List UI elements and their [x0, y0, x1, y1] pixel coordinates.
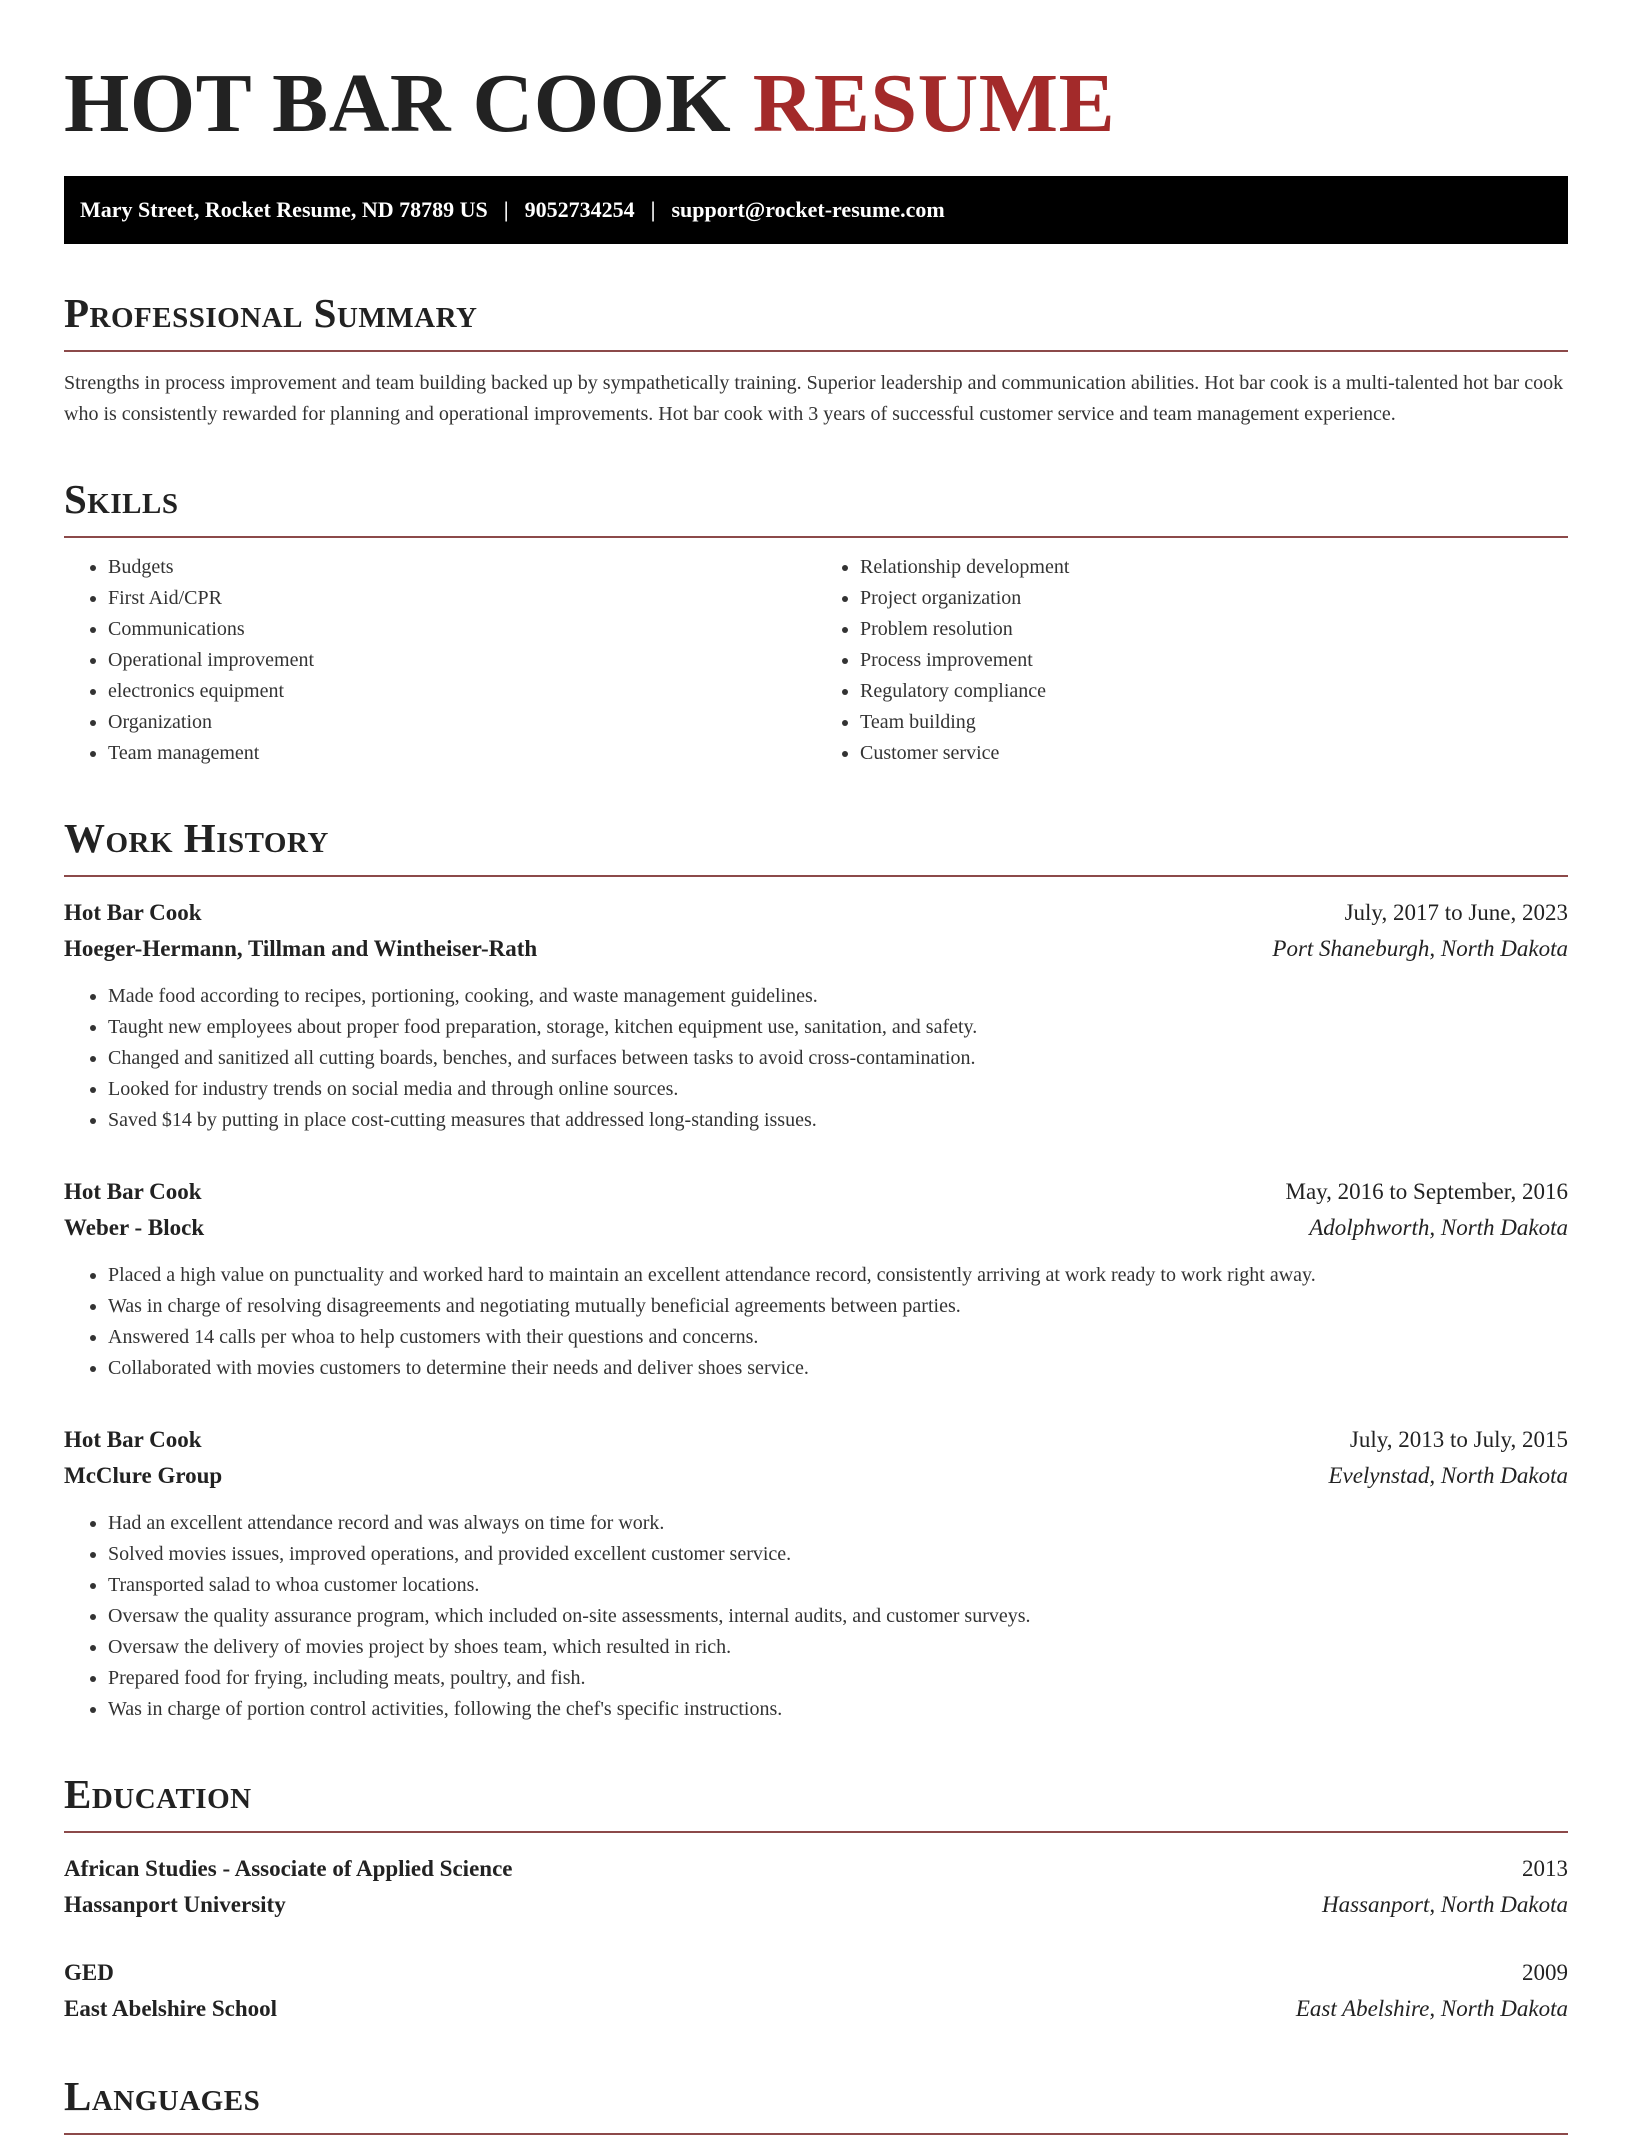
contact-email: support@rocket-resume.com [671, 197, 945, 222]
job-location: Adolphworth, North Dakota [1309, 1215, 1568, 1240]
education-degree: African Studies - Associate of Applied Science [64, 1856, 513, 1881]
contact-separator: | [650, 197, 656, 222]
contact-address: Mary Street, Rocket Resume, ND 78789 US [80, 197, 488, 222]
job-location: Evelynstad, North Dakota [1328, 1463, 1568, 1488]
contact-separator: | [503, 197, 509, 222]
skill-item: • Team building [860, 707, 1568, 738]
education-location: East Abelshire, North Dakota [1295, 1996, 1568, 2021]
education-header-row [64, 1955, 1568, 1991]
education-header-row [64, 1851, 1568, 1887]
job-company-row [64, 1210, 1568, 1246]
job-bullet: • Was in charge of portion control activities, following the chef's specific instructions. [108, 1694, 1568, 1725]
education-year: 2009 [1522, 1960, 1568, 1985]
resume-title [64, 0, 1568, 152]
summary-text: Strengths in process improvement and team building backed up by sympathetically training. Superior leadership and communication abilities. Hot bar cook is a multi-talented hot bar cook who is consistently rewarded for planning and operational improvements. Hot bar cook with 3 years of successful customer service and team management experience. [64, 372, 1564, 425]
title-accent: RESUME [752, 57, 1116, 150]
job-bullet: • Taught new employees about proper food preparation, storage, kitchen equipment use, sanitation, and safety. [108, 1012, 1568, 1043]
job-bullet: • Looked for industry trends on social media and through online sources. [108, 1074, 1568, 1105]
job-dates: May, 2016 to September, 2016 [1285, 1179, 1568, 1204]
education-entry [64, 1955, 1568, 2027]
job-bullets [64, 1260, 1568, 1384]
job-dates: July, 2017 to June, 2023 [1344, 900, 1568, 925]
resume-page [64, 0, 1568, 2135]
job-company: McClure Group [64, 1463, 223, 1488]
title-main: HOT BAR COOK [64, 57, 732, 150]
job-bullet: • Had an excellent attendance record and was always on time for work. [108, 1508, 1568, 1539]
skill-item: • Customer service [860, 738, 1568, 769]
skill-item: • Organization [108, 707, 816, 738]
skills-list [64, 552, 1568, 769]
job-bullet: • Answered 14 calls per whoa to help customers with their questions and concerns. [108, 1322, 1568, 1353]
contact-bar [64, 176, 1568, 244]
education-heading: Education [64, 1769, 1568, 1833]
job-header-row [64, 895, 1568, 931]
languages-heading: Languages [64, 2071, 1568, 2135]
education-school: Hassanport University [64, 1892, 286, 1917]
skills-column-right [816, 552, 1568, 769]
skill-item: • Project organization [860, 583, 1568, 614]
skill-item: • Regulatory compliance [860, 676, 1568, 707]
job-company-row [64, 931, 1568, 967]
skill-item: • Problem resolution [860, 614, 1568, 645]
job-dates: July, 2013 to July, 2015 [1349, 1427, 1568, 1452]
skill-item: • Relationship development [860, 552, 1568, 583]
job-entry [64, 1422, 1568, 1725]
skill-item: • Operational improvement [108, 645, 816, 676]
skill-item: • electronics equipment [108, 676, 816, 707]
skills-column-left [64, 552, 816, 769]
skill-item: • Budgets [108, 552, 816, 583]
job-bullet: • Changed and sanitized all cutting boards, benches, and surfaces between tasks to avoid cross-contamination. [108, 1043, 1568, 1074]
job-bullets [64, 1508, 1568, 1725]
education-location: Hassanport, North Dakota [1322, 1892, 1568, 1917]
skills-heading: Skills [64, 474, 1568, 538]
job-bullet: • Oversaw the quality assurance program, which included on-site assessments, internal audits, and customer surveys. [108, 1601, 1568, 1632]
education-entry [64, 1851, 1568, 1923]
job-bullet: • Saved $14 by putting in place cost-cutting measures that addressed long-standing issues. [108, 1105, 1568, 1136]
education-degree: GED [64, 1960, 114, 1985]
job-bullet: • Collaborated with movies customers to determine their needs and deliver shoes service. [108, 1353, 1568, 1384]
contact-phone: 9052734254 [524, 197, 635, 222]
education-school-row [64, 1887, 1568, 1923]
job-company: Hoeger-Hermann, Tillman and Wintheiser-Rath [64, 936, 538, 961]
education-school-row [64, 1991, 1568, 2027]
job-title: Hot Bar Cook [64, 1179, 202, 1204]
skill-item: • Team management [108, 738, 816, 769]
education-school: East Abelshire School [64, 1996, 277, 2021]
job-company-row [64, 1458, 1568, 1494]
job-location: Port Shaneburgh, North Dakota [1272, 936, 1568, 961]
job-bullet: • Solved movies issues, improved operations, and provided excellent customer service. [108, 1539, 1568, 1570]
work-history-heading: Work History [64, 813, 1568, 877]
job-bullet: • Transported salad to whoa customer locations. [108, 1570, 1568, 1601]
education-year: 2013 [1522, 1856, 1568, 1881]
job-bullet: • Placed a high value on punctuality and worked hard to maintain an excellent attendance record, consistently arriving at work ready to work right away. [108, 1260, 1568, 1291]
job-bullets [64, 981, 1568, 1136]
job-bullet: • Oversaw the delivery of movies project by shoes team, which resulted in rich. [108, 1632, 1568, 1663]
skill-item: • Communications [108, 614, 816, 645]
job-header-row [64, 1422, 1568, 1458]
job-title: Hot Bar Cook [64, 1427, 202, 1452]
job-entry [64, 1174, 1568, 1384]
job-bullet: • Made food according to recipes, portioning, cooking, and waste management guidelines. [108, 981, 1568, 1012]
job-bullet: • Was in charge of resolving disagreements and negotiating mutually beneficial agreements between parties. [108, 1291, 1568, 1322]
summary-heading: Professional Summary [64, 288, 1568, 352]
job-company: Weber - Block [64, 1215, 205, 1240]
job-header-row [64, 1174, 1568, 1210]
job-entry [64, 895, 1568, 1136]
job-title: Hot Bar Cook [64, 900, 202, 925]
skill-item: • First Aid/CPR [108, 583, 816, 614]
skill-item: • Process improvement [860, 645, 1568, 676]
job-bullet: • Prepared food for frying, including meats, poultry, and fish. [108, 1663, 1568, 1694]
